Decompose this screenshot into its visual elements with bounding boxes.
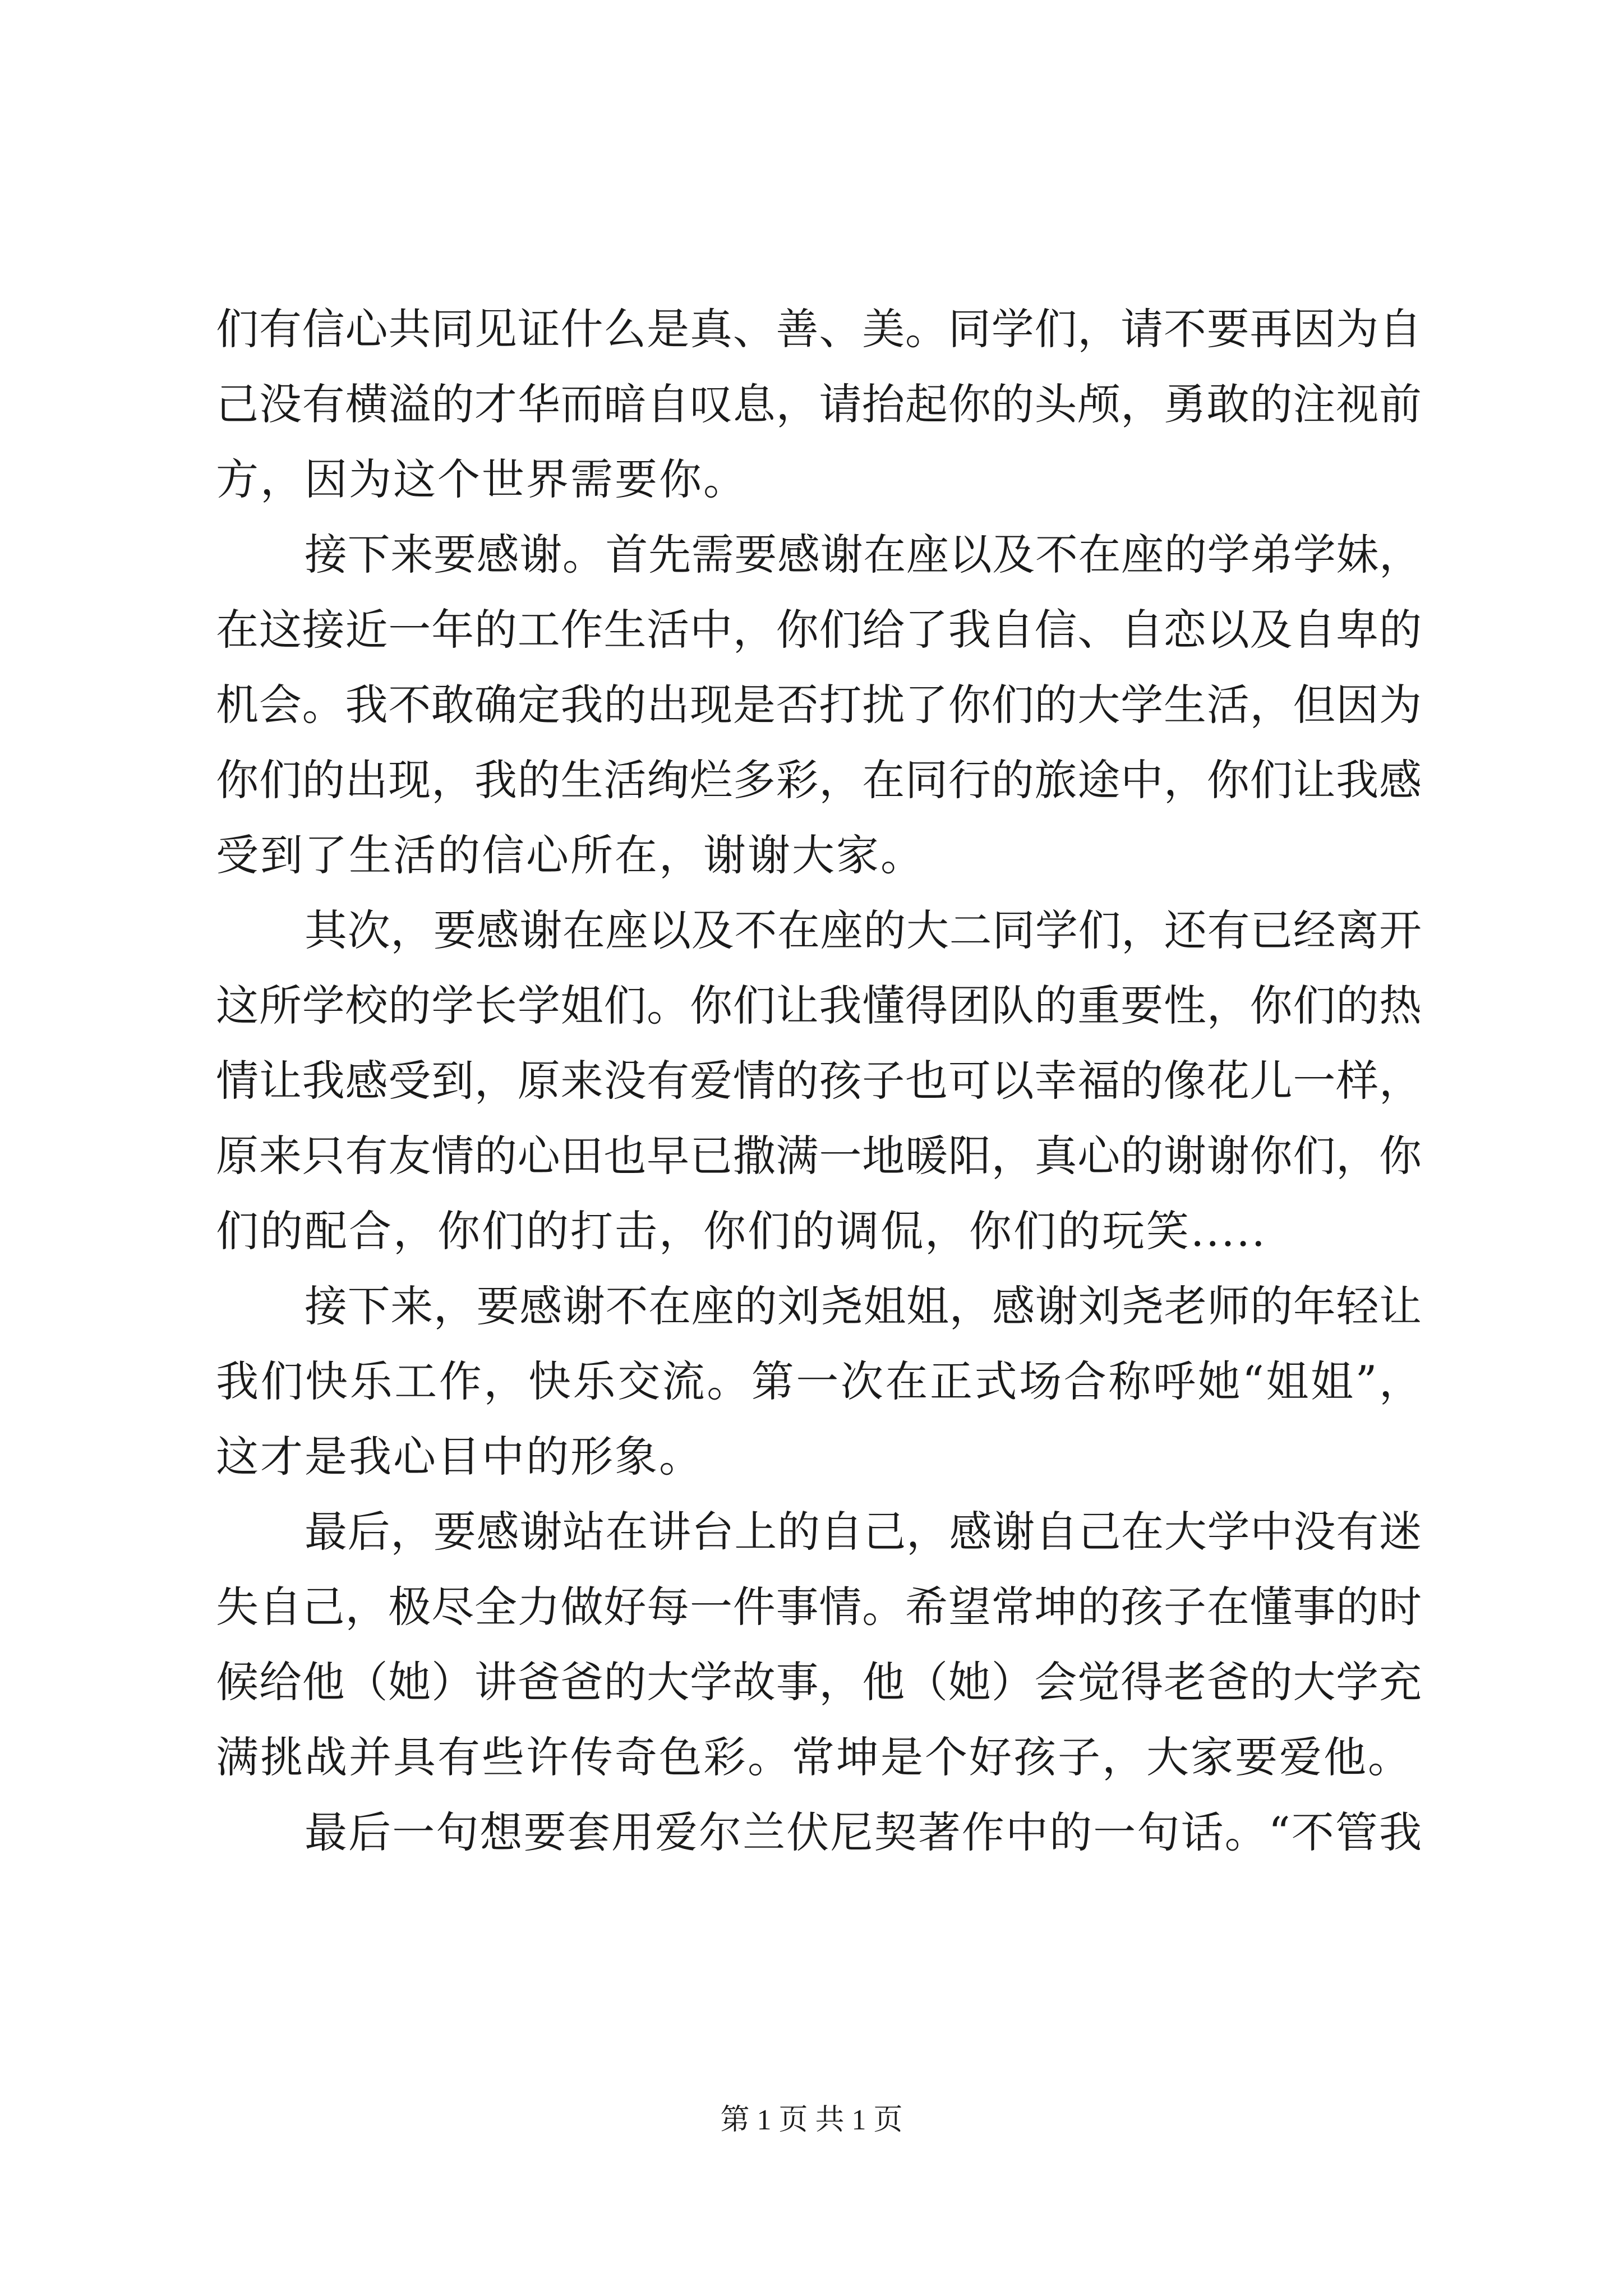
paragraph-start-line: 接下来要感谢。首先需要感谢在座以及不在座的学弟学妹，: [305, 530, 1422, 579]
text-line: 在这接近一年的工作生活中，你们给了我自信、自恋以及自卑的: [216, 605, 1422, 655]
text-line: 原来只有友情的心田也早已撒满一地暖阳，真心的谢谢你们，你: [216, 1131, 1422, 1181]
paragraph-start-line: 接下来，要感谢不在座的刘尧姐姐，感谢刘尧老师的年轻让: [305, 1281, 1422, 1331]
text-line: 我们快乐工作，快乐交流。第一次在正式场合称呼她“姐姐”，: [216, 1356, 1422, 1406]
text-line: 机会。我不敢确定我的出现是否打扰了你们的大学生活，但因为: [216, 680, 1422, 730]
page-number-footer: 第 1 页 共 1 页: [720, 2104, 903, 2136]
text-line: 方，因为这个世界需要你。: [216, 454, 748, 504]
paragraph-start-line: 最后一句想要套用爱尔兰伏尼契著作中的一句话。“不管我: [305, 1807, 1422, 1857]
text-line: 情让我感受到，原来没有爱情的孩子也可以幸福的像花儿一样，: [216, 1056, 1422, 1106]
text-line: 失自己，极尽全力做好每一件事情。希望常坤的孩子在懂事的时: [216, 1582, 1422, 1632]
text-line: 候给他（她）讲爸爸的大学故事，他（她）会觉得老爸的大学充: [216, 1657, 1422, 1707]
text-line: 受到了生活的信心所在，谢谢大家。: [216, 830, 925, 880]
text-line: 己没有横溢的才华而暗自叹息，请抬起你的头颅，勇敢的注视前: [216, 379, 1422, 429]
text-line: 满挑战并具有些许传奇色彩。常坤是个好孩子，大家要爱他。: [216, 1732, 1412, 1782]
paragraph-start-line: 其次，要感谢在座以及不在座的大二同学们，还有已经离开: [305, 905, 1422, 955]
text-line: 你们的出现，我的生活绚烂多彩，在同行的旅途中，你们让我感: [216, 755, 1422, 805]
text-line: 们的配合，你们的打击，你们的调侃，你们的玩笑.....: [216, 1206, 1267, 1256]
text-line: 们有信心共同见证什么是真、善、美。同学们，请不要再因为自: [216, 304, 1422, 354]
text-line: 这所学校的学长学姐们。你们让我懂得团队的重要性，你们的热: [216, 981, 1422, 1030]
text-line: 这才是我心目中的形象。: [216, 1432, 703, 1481]
document-body: [216, 292, 1422, 1870]
paragraph-start-line: 最后，要感谢站在讲台上的自己，感谢自己在大学中没有迷: [305, 1507, 1422, 1557]
